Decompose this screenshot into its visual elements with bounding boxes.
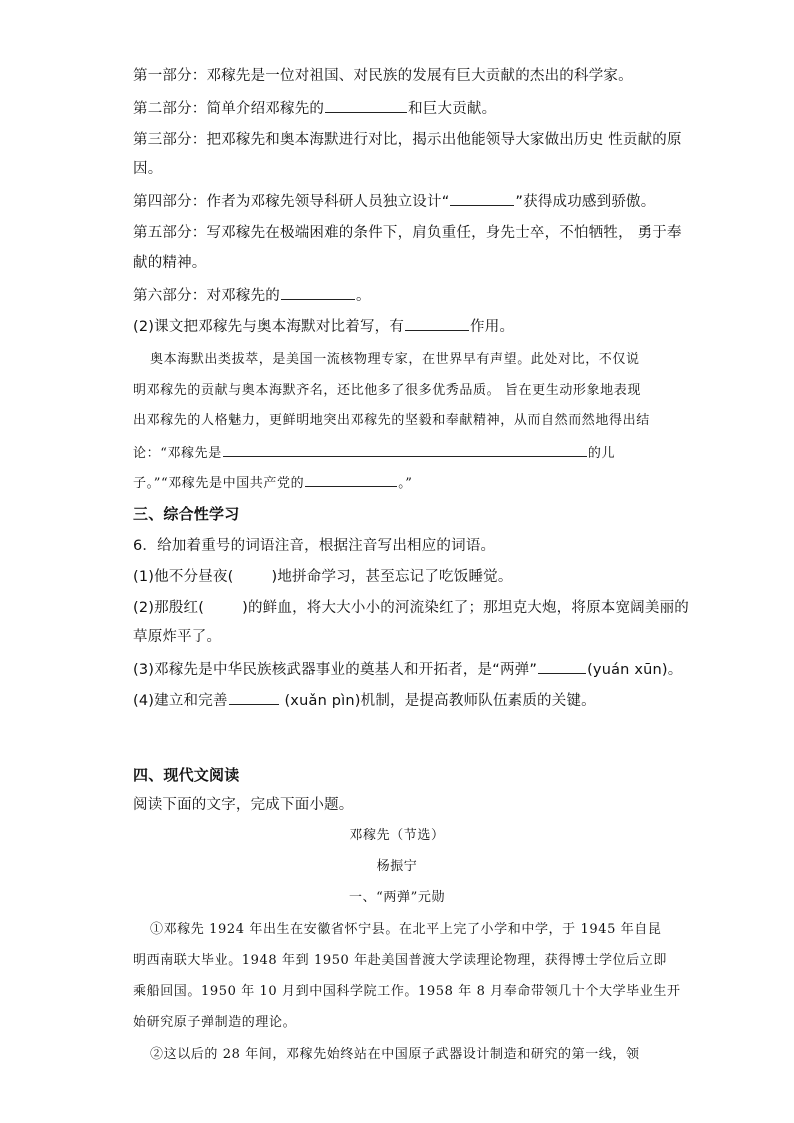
- text: (3)邓稼先是中华民族核武器事业的奠基人和开拓者，是“两弹”: [133, 662, 538, 678]
- question-6-item-4: [133, 690, 596, 711]
- text: (1)他不分昼夜(: [133, 569, 234, 585]
- text: 和巨大贡献。: [408, 101, 497, 117]
- text: 的儿: [587, 446, 616, 461]
- text: (2)课文把邓稼先与奥本海默对比着写，有: [133, 319, 405, 335]
- text: ”获得成功感到骄傲。: [515, 194, 656, 210]
- question-6-item-3: [133, 659, 683, 680]
- answer-blank[interactable]: [538, 659, 586, 674]
- text: )的鲜血，将大大小小的河流染红了；那坦克大炮，将原本宽阔美丽的: [242, 600, 689, 616]
- text: 第六部分：对邓稼先的: [133, 288, 280, 304]
- text: 。”: [398, 476, 413, 491]
- answer-blank[interactable]: [450, 191, 514, 206]
- answer-line: 奥本海默出类拔萃，是美国一流核物理专家，在世界早有声望。此处对比，不仅说: [150, 352, 640, 367]
- text: (yuán xūn)。: [587, 662, 683, 678]
- question-6-item-2: [133, 598, 689, 618]
- outline-part-4: [133, 191, 655, 212]
- section-heading: 四、现代文阅读: [133, 766, 240, 784]
- answer-blank[interactable]: [281, 285, 355, 300]
- article-paragraph-line: ②这以后的 28 年间，邓稼先始终站在中国原子武器设计制造和研究的第一线，领: [150, 1047, 640, 1062]
- text: (4)建立和完善: [133, 693, 228, 709]
- text: )地拼命学习，甚至忘记了吃饭睡觉。: [271, 569, 513, 585]
- article-paragraph-line: ①邓稼先 1924 年出生在安徽省怀宁县。在北平上完了小学和中学，于 1945 年自昆: [150, 922, 662, 937]
- outline-part-5: 第五部分：写邓稼先在极端困难的条件下，肩负重任，身先士卒，不怕牺牲， 勇于奉: [133, 225, 682, 241]
- article-paragraph-line: 始研究原子弹制造的理论。: [133, 1015, 297, 1030]
- text: 第二部分：简单介绍邓稼先的: [133, 101, 325, 117]
- answer-blank[interactable]: [229, 690, 279, 705]
- text: (2)那殷红(: [133, 600, 205, 616]
- text: 。: [356, 288, 371, 304]
- answer-line: [133, 442, 615, 464]
- article-title: 邓稼先（节选）: [349, 828, 445, 843]
- outline-part-6: [133, 285, 371, 306]
- article-subtitle: 一、“两弹”元勋: [348, 890, 446, 905]
- outline-part-5-cont: 献的精神。: [133, 255, 207, 271]
- question-6-item-1: [133, 567, 513, 587]
- question-6: 6．给加着重号的词语注音，根据注音写出相应的词语。: [133, 538, 496, 554]
- question-6-item-2-cont: 草原炸平了。: [133, 629, 222, 645]
- text: 论：“邓稼先是: [133, 446, 222, 461]
- text: 子。”“邓稼先是中国共产党的: [133, 476, 305, 491]
- outline-part-3-cont: 因。: [133, 161, 163, 177]
- section-heading: 三、综合性学习: [133, 505, 240, 523]
- outline-part-3: 第三部分：把邓稼先和奥本海默进行对比，揭示出他能领导大家做出历史 性贡献的原: [133, 132, 682, 148]
- article-paragraph-line: 乘船回国。1950 年 10 月到中国科学院工作。1958 年 8 月奉命带领几十个大学毕业生开: [133, 984, 681, 999]
- article-author: 杨振宁: [376, 859, 418, 874]
- text: (xuǎn pìn)机制，是提高教师队伍素质的关键。: [279, 693, 596, 709]
- answer-line: 明邓稼先的贡献与奥本海默齐名，还比他多了很多优秀品质。 旨在更生动形象地表现: [133, 383, 641, 398]
- answer-blank[interactable]: [405, 316, 469, 331]
- article-paragraph-line: 明西南联大毕业。1948 年到 1950 年赴美国普渡大学读理论物理，获得博士学位后立即: [133, 953, 667, 968]
- outline-part-2: [133, 98, 496, 119]
- answer-blank[interactable]: [325, 98, 407, 113]
- answer-line: 出邓稼先的人格魅力，更鲜明地突出邓稼先的坚毅和奉献精神，从而自然而然地得出结: [133, 413, 650, 428]
- answer-line: [133, 472, 413, 494]
- text: 第四部分：作者为邓稼先领导科研人员独立设计“: [133, 194, 450, 210]
- answer-blank[interactable]: [305, 472, 397, 487]
- reading-instruction: 阅读下面的文字，完成下面小题。: [133, 797, 354, 813]
- text: 作用。: [470, 319, 515, 335]
- question-2: [133, 316, 514, 337]
- outline-part-1: 第一部分：邓稼先是一位对祖国、对民族的发展有巨大贡献的杰出的科学家。: [133, 68, 633, 84]
- answer-blank[interactable]: [223, 442, 587, 457]
